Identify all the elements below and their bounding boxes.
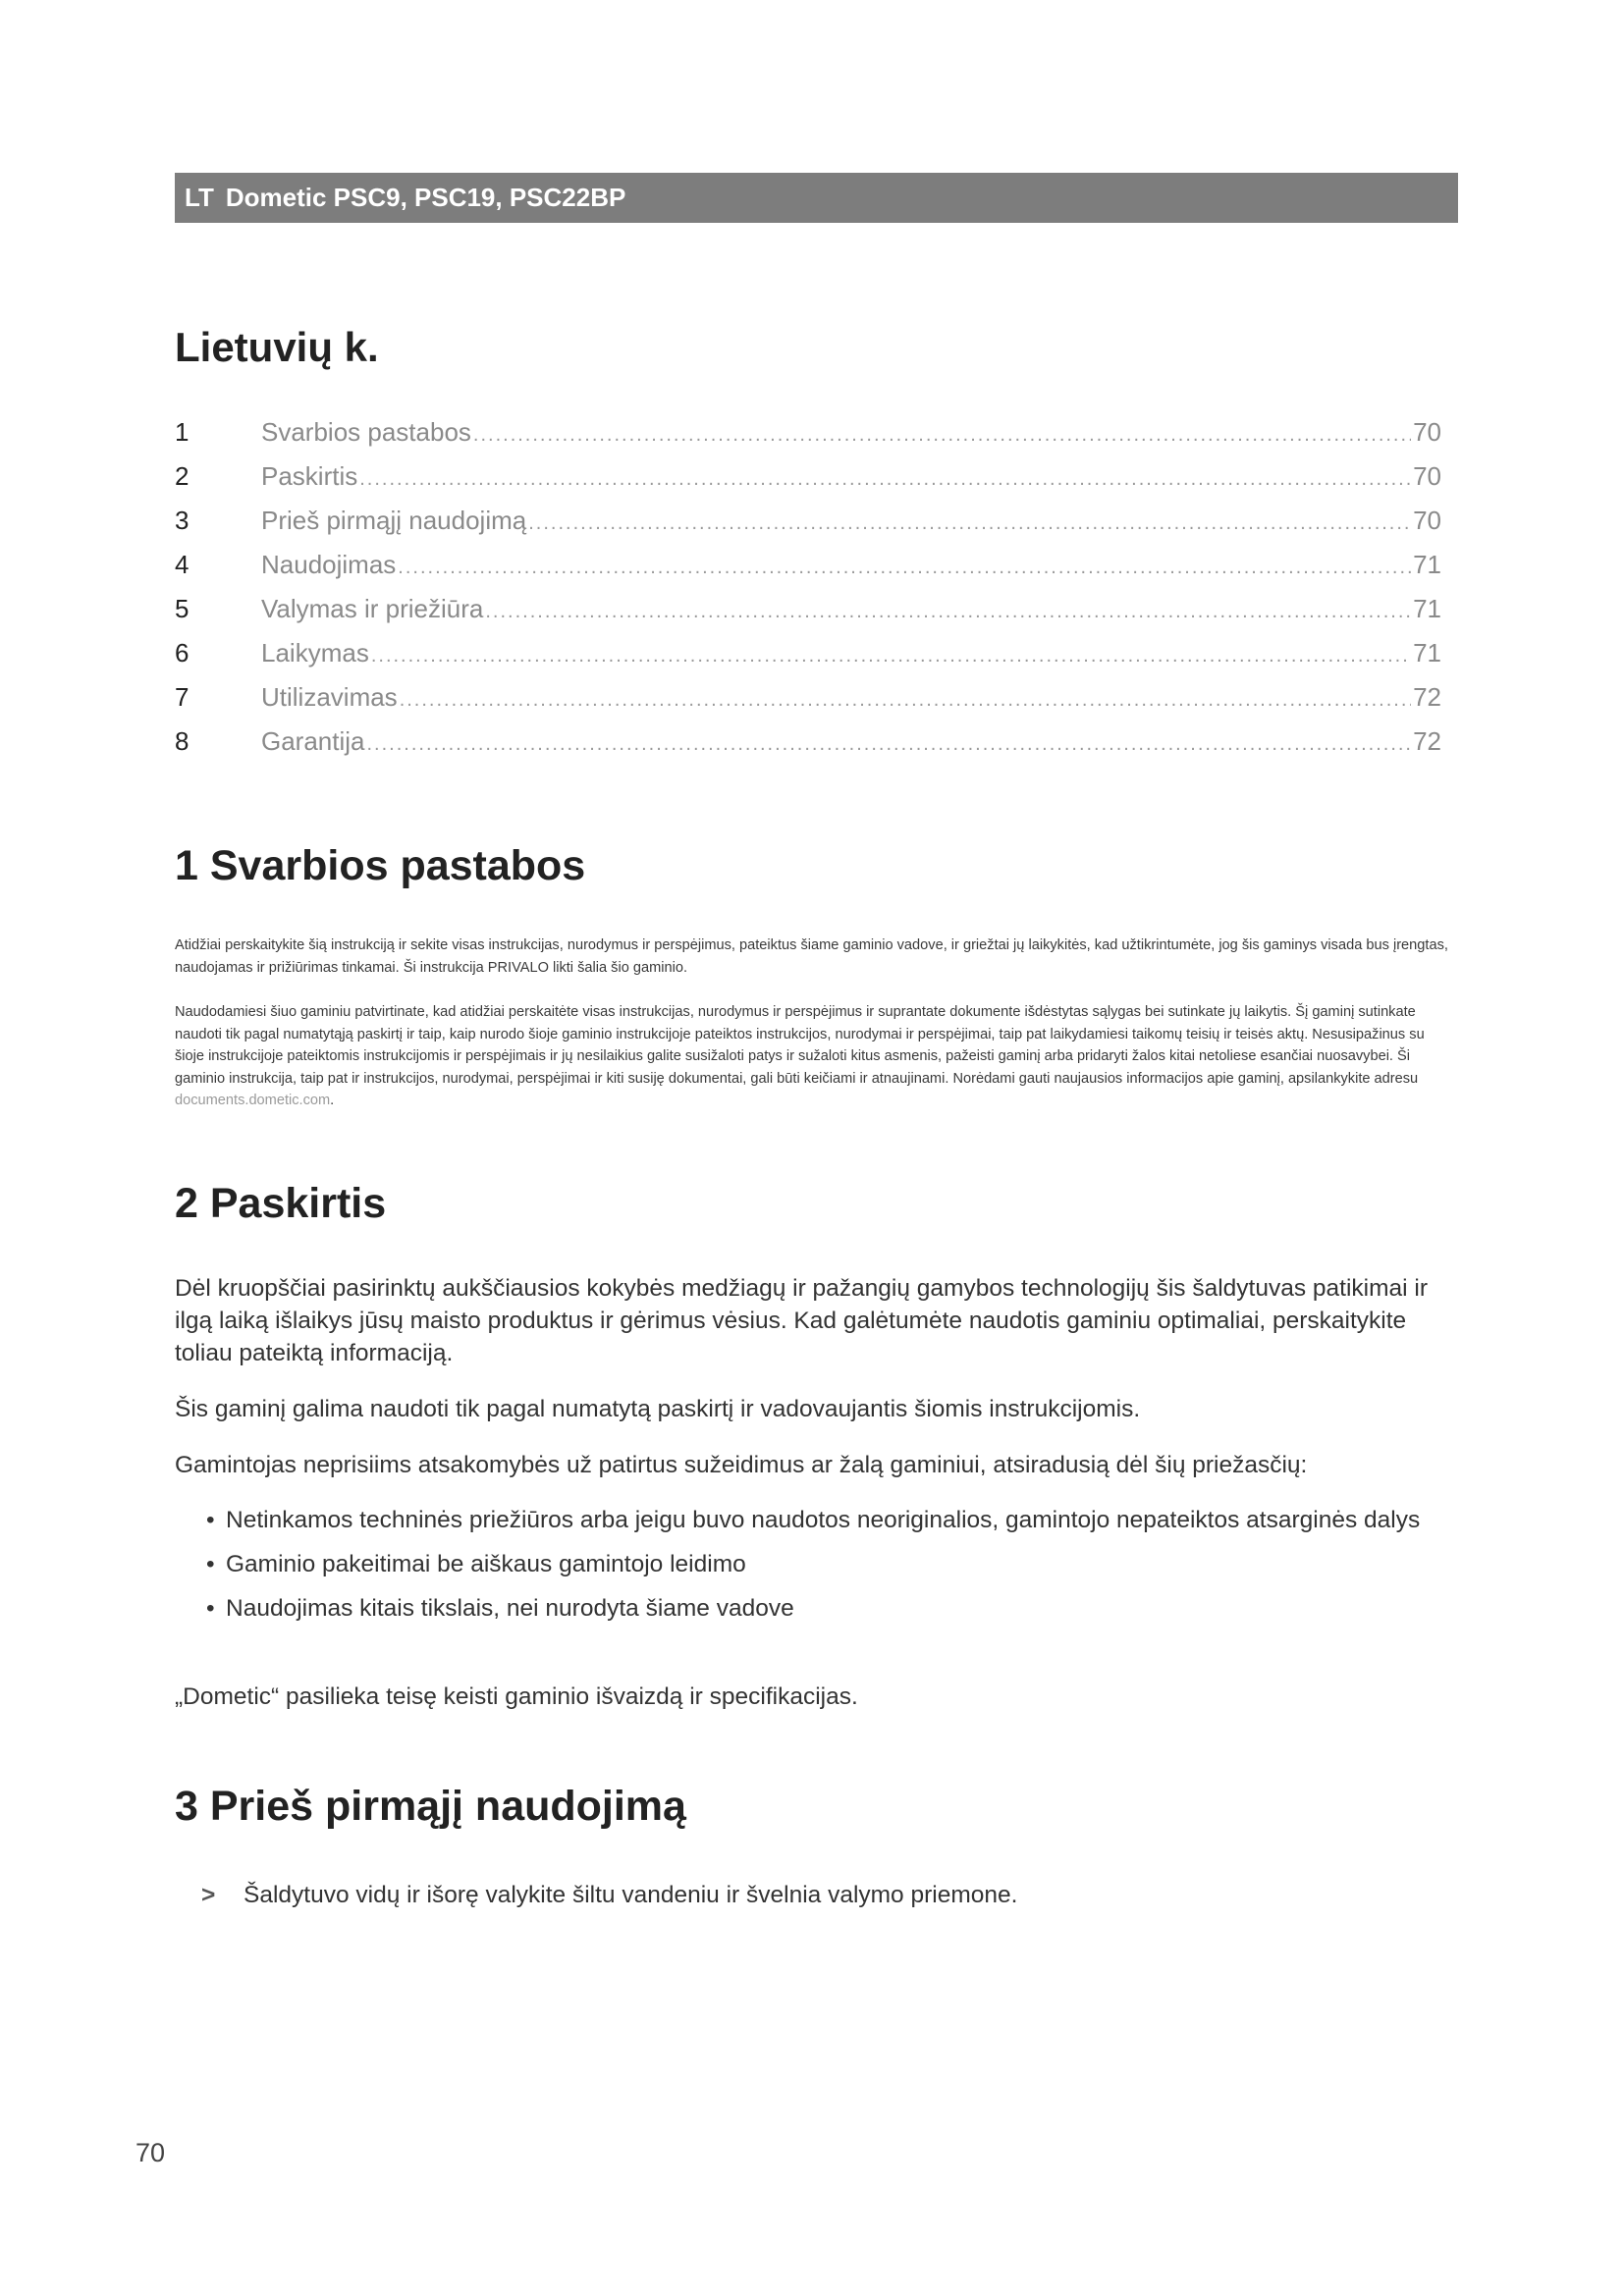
section-3-title: 3 Prieš pirmąjį naudojimą	[175, 1783, 686, 1830]
step-arrow-icon: >	[201, 1882, 216, 1908]
toc-title: Garantija	[261, 726, 365, 756]
toc-page: 71	[1413, 550, 1441, 579]
toc-item[interactable]	[175, 417, 1441, 461]
toc-number: 7	[175, 682, 189, 712]
section-2-title: 2 Paskirtis	[175, 1180, 387, 1227]
toc-page: 70	[1413, 417, 1441, 447]
bullet-icon: •	[206, 1595, 215, 1622]
list-item	[206, 1504, 1453, 1536]
toc-page: 71	[1413, 638, 1441, 667]
section-1-paragraph-1: Atidžiai perskaitykite šią instrukciją ir sekite visas instrukcijas, nurodymus ir perspėjimus, pateiktus šiame gaminio vadove, ir griežtai jų laikykitės, kad užtikrintumėte, jog šis gaminys visada bus įrengtas, naudojamas ir prižiūrimas tinkamai. Ši instrukcija PRIVALO likti šalia šio gaminio.	[175, 937, 1448, 976]
toc-number: 6	[175, 638, 189, 667]
toc-leader	[398, 557, 1411, 579]
header-title: Dometic PSC9, PSC19, PSC22BP	[225, 183, 626, 212]
section-2-paragraph-2: Šis gaminį galima naudoti tik pagal numatytą paskirtį ir vadovaujantis šiomis instrukcijomis.	[175, 1396, 1141, 1422]
toc-title: Laikymas	[261, 638, 369, 667]
section-1-paragraph-2	[175, 1001, 1456, 1112]
section-1-title: 1 Svarbios pastabos	[175, 842, 586, 889]
toc-number: 1	[175, 417, 189, 447]
toc-page: 70	[1413, 506, 1441, 535]
toc-page: 72	[1413, 726, 1441, 756]
documents-link[interactable]: documents.dometic.com	[175, 1093, 331, 1108]
toc-item[interactable]	[175, 638, 1441, 682]
page-number: 70	[135, 2138, 166, 2167]
list-item-text: Gaminio pakeitimai be aiškaus gamintojo leidimo	[226, 1551, 746, 1577]
section-2-paragraph-1: Dėl kruopščiai pasirinktų aukščiausios kokybės medžiagų ir pažangių gamybos technologijų šis šaldytuvas patikimai ir ilgą laiką išlaikys jūsų maisto produktus ir gėrimus vėsius. Kad galėtumėte naudotis gaminiu optimaliai, perskaitykite toliau pateiktą informaciją.	[175, 1275, 1428, 1366]
section-1-paragraph-2-end: .	[330, 1093, 335, 1108]
bullet-icon: •	[206, 1507, 215, 1533]
toc-item[interactable]	[175, 506, 1441, 550]
section-3-step	[201, 1882, 1017, 1909]
list-item	[206, 1592, 1453, 1625]
bullet-icon: •	[206, 1551, 215, 1577]
toc-title: Valymas ir priežiūra	[261, 594, 484, 623]
toc-number: 8	[175, 726, 189, 756]
toc-number: 5	[175, 594, 189, 623]
list-item	[206, 1548, 1453, 1580]
toc-number: 2	[175, 461, 189, 491]
step-text: Šaldytuvo vidų ir išorę valykite šiltu vandeniu ir švelnia valymo priemone.	[244, 1882, 1018, 1908]
page-title: Lietuvių k.	[175, 324, 379, 370]
toc-number: 3	[175, 506, 189, 535]
toc-title: Naudojimas	[261, 550, 397, 579]
list-item-text: Netinkamos techninės priežiūros arba jeigu buvo naudotos neoriginalios, gamintojo nepateiktos atsarginės dalys	[226, 1507, 1421, 1533]
toc-title: Paskirtis	[261, 461, 358, 491]
toc-leader	[400, 689, 1411, 712]
toc-item[interactable]	[175, 550, 1441, 594]
toc-title: Prieš pirmąjį naudojimą	[261, 506, 527, 535]
toc-page: 70	[1413, 461, 1441, 491]
section-1-paragraph-2-text: Naudodamiesi šiuo gaminiu patvirtinate, kad atidžiai perskaitėte visas instrukcijas, nurodymus ir perspėjimus ir suprantate dokumente išdėstytas sąlygas bei sutinkate jų laikytis. Šį gaminį sutinkate naudoti tik pagal numatytąją paskirtį ir taip, kaip nurodo šioje gaminio instrukcijoje pateiktos instrukcijos, nurodymai ir perspėjimai, taip pat laikydamiesi taikomų teisių ir teisės aktų. Nesusipažinus su šioje instrukcijoje pateiktomis instrukcijomis ir perspėjimais ir jų nesilaikius galite susižaloti patys ir sužaloti kitus asmenis, pažeisti gaminį arba pridaryti žalos kitai netoliese esančiai nuosavybei. Ši gaminio instrukcija, taip pat ir instrukcijos, nurodymai, perspėjimai ir kiti susiję dokumentai, gali būti keičiami ir atnaujinami. Norėdami gauti naujausios informacijos apie gaminį, apsilankykite adresu	[175, 1004, 1425, 1087]
toc-page: 71	[1413, 594, 1441, 623]
toc-leader	[371, 645, 1411, 667]
toc-leader	[367, 733, 1412, 756]
toc-item[interactable]	[175, 682, 1441, 726]
toc-leader	[485, 601, 1411, 623]
section-2-bullet-list	[206, 1504, 1453, 1636]
toc-item[interactable]	[175, 461, 1441, 506]
table-of-contents	[175, 417, 1441, 771]
toc-title: Svarbios pastabos	[261, 417, 471, 447]
toc-leader	[473, 424, 1411, 447]
toc-number: 4	[175, 550, 189, 579]
toc-item[interactable]	[175, 726, 1441, 771]
toc-leader	[528, 512, 1411, 535]
list-item-text: Naudojimas kitais tikslais, nei nurodyta šiame vadove	[226, 1595, 794, 1622]
language-code: LT	[185, 183, 214, 212]
section-2-paragraph-4: „Dometic“ pasilieka teisę keisti gaminio išvaizdą ir specifikacijas.	[175, 1683, 858, 1710]
section-2-paragraph-3: Gamintojas neprisiims atsakomybės už patirtus sužeidimus ar žalą gaminiui, atsiradusią dėl šių priežasčių:	[175, 1452, 1308, 1478]
toc-page: 72	[1413, 682, 1441, 712]
header-bar	[175, 173, 1458, 223]
toc-title: Utilizavimas	[261, 682, 398, 712]
toc-leader	[359, 468, 1411, 491]
toc-item[interactable]	[175, 594, 1441, 638]
